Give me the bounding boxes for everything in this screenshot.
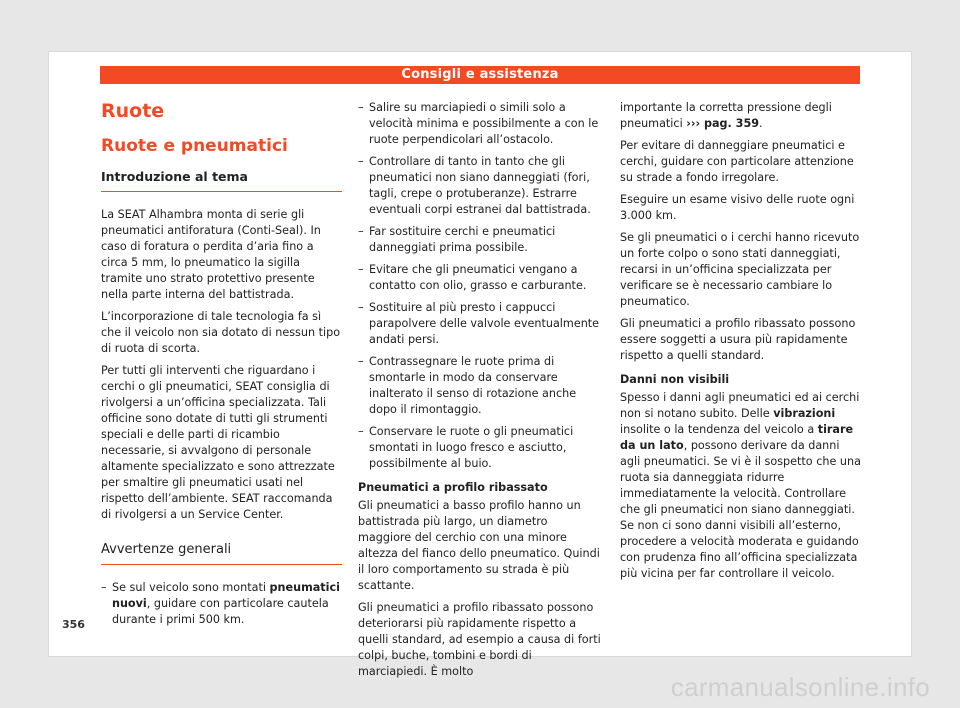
list-item: – Salire su marciapiedi o simili solo a velocità minima e possibilmente a con le ruote perpendicolari all’ostacolo.: [358, 100, 601, 148]
column-3: [620, 100, 863, 588]
section-title: Ruote e pneumatici: [101, 136, 288, 156]
watermark: carmanualsonline.info: [670, 672, 930, 702]
paragraph: La SEAT Alhambra monta di serie gli pneumatici antiforatura (Conti-Seal). In caso di foratura o perdita d’aria fino a circa 5 mm, lo pneumatico la sigilla tramite uno strato protettivo presente nella parte interna del battistrada.: [101, 208, 321, 301]
warnings-list: [101, 580, 342, 628]
paragraph: Gli pneumatici a profilo ribassato possono essere soggetti a usura più rapidamente rispetto a quelli standard.: [620, 317, 856, 362]
list-item: – Conservare le ruote o gli pneumatici smontati in luogo fresco e asciutto, possibilmente al buio.: [358, 424, 601, 472]
paragraph: [620, 390, 863, 582]
paragraph: Per evitare di danneggiare pneumatici e cerchi, guidare con particolare attenzione su strade a fondo irregolare.: [620, 139, 854, 184]
page-reference-link[interactable]: ››› pag. 359: [686, 117, 760, 130]
page-number: 356: [62, 618, 85, 631]
text-run: , possono derivare da danni agli pneumatici. Se vi è il sospetto che una ruota sia danneggiata ridurre immediatamente la velocità. Controllare che gli pneumatici non siano danneggiati. Se non ci sono danni visibili all’esterno, procedere a velocità moderata e guidando con prudenza fino all’officina specializzata più vicina per far controllare il veicolo.: [620, 439, 861, 580]
chapter-title: Ruote: [101, 100, 165, 122]
advice-list: [358, 100, 601, 472]
subheading-low-profile: Pneumatici a profilo ribassato: [358, 481, 548, 494]
text-run: Spesso i danni agli pneumatici ed ai cerchi non si notano subito. Delle: [620, 391, 860, 420]
text-run: , guidare con particolare cautela durante i primi 500 km.: [112, 597, 329, 626]
paragraph: [620, 100, 863, 132]
emphasis-text: tirare da un lato: [620, 423, 854, 452]
emphasis-text: pneumatici nuovi: [112, 581, 340, 610]
list-item: – Controllare di tanto in tanto che gli pneumatici non siano danneggiati (fori, tagli, crepe o protuberanze). Estrarre eventuali corpi estranei dal battistrada.: [358, 154, 601, 218]
section-header: Consigli e assistenza: [100, 66, 860, 84]
text-run: Se sul veicolo sono montati: [112, 581, 270, 594]
text-run: .: [759, 117, 763, 130]
list-item: – Evitare che gli pneumatici vengano a contatto con olio, grasso e carburante.: [358, 262, 601, 294]
text-run: importante la corretta pressione degli pneumatici: [620, 101, 832, 130]
subsection-warnings-heading: Avvertenze generali: [101, 541, 342, 565]
paragraph: Gli pneumatici a profilo ribassato possono deteriorarsi più rapidamente rispetto a quelli standard, ad esempio a causa di forti colpi, buche, tombini e bordi di marciapiedi. È molto: [358, 601, 601, 678]
text-run: insolite o la tendenza del veicolo a: [620, 423, 818, 436]
subsection-intro-heading: Introduzione al tema: [101, 168, 342, 192]
paragraph: Se gli pneumatici o i cerchi hanno ricevuto un forte colpo o sono stati danneggiati, recarsi in un’officina specializzata per verificare se è necessario cambiare lo pneumatico.: [620, 231, 860, 308]
list-item: – Contrassegnare le ruote prima di smontarle in modo da conservare inalterato il senso di rotazione anche dopo il rimontaggio.: [358, 354, 601, 418]
paragraph: L’incorporazione di tale tecnologia fa sì che il veicolo non sia dotato di nessun tipo di ruota di scorta.: [101, 310, 341, 355]
subheading-hidden-damage: Danni non visibili: [620, 373, 730, 386]
paragraph: Eseguire un esame visivo delle ruote ogni 3.000 km.: [620, 193, 855, 222]
list-item: [101, 580, 342, 628]
emphasis-text: vibrazioni: [773, 407, 836, 420]
paragraph: Per tutti gli interventi che riguardano i cerchi o gli pneumatici, SEAT consiglia di rivolgersi a un’officina specializzata. Tali officine sono dotate di tutti gli strumenti speciali e delle parti di ricambio necessarie, si avvalgono di personale altamente specializzato e sono attrezzate per smaltire gli pneumatici usati nel rispetto dell’ambiente. SEAT raccomanda di rivolgersi a un Service Center.: [101, 364, 335, 521]
paragraph: Gli pneumatici a basso profilo hanno un battistrada più largo, un diametro maggiore del cerchio con una minore altezza del fianco dello pneumatico. Quindi il loro comportamento su strada è più scattante.: [358, 499, 600, 592]
list-item: – Far sostituire cerchi e pneumatici danneggiati prima possibile.: [358, 224, 601, 256]
column-1: [101, 96, 342, 634]
column-2: [358, 100, 601, 686]
list-item: – Sostituire al più presto i cappucci parapolvere delle valvole eventualmente andati persi.: [358, 300, 601, 348]
